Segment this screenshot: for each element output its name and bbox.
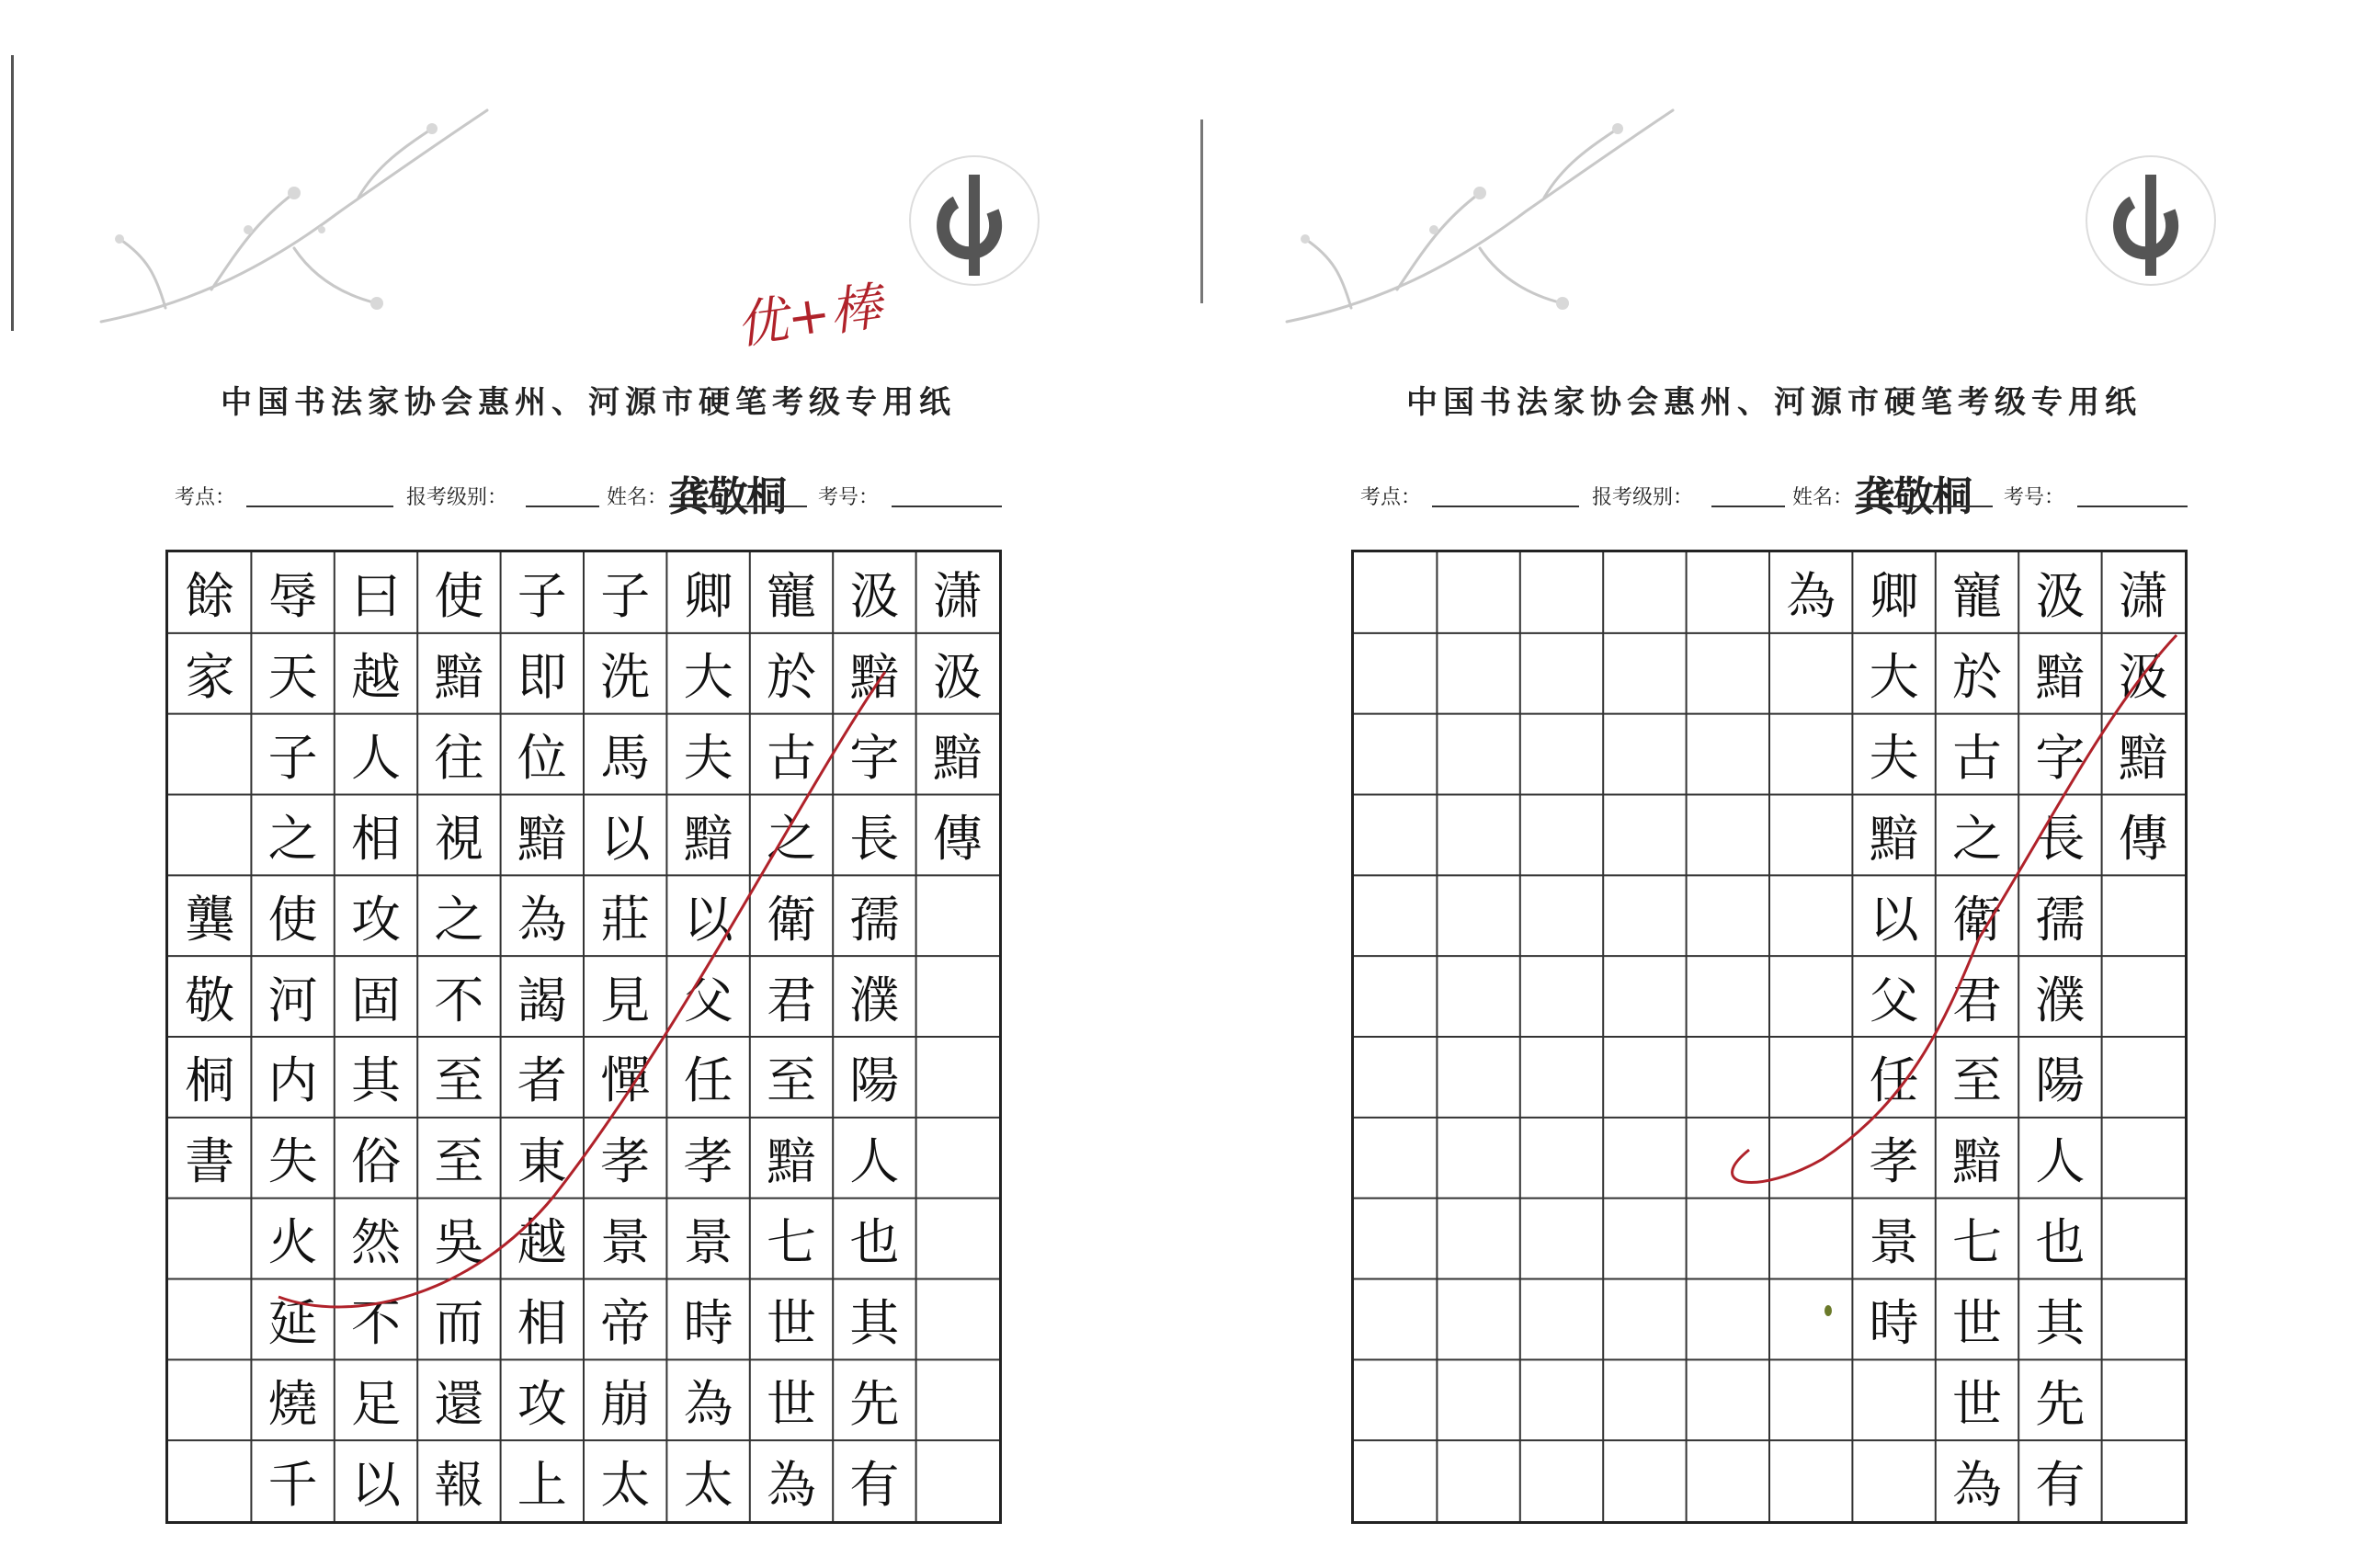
exam-site-label: 考点： — [175, 486, 236, 509]
handwritten-char: 以 — [350, 1455, 401, 1514]
handwritten-char: 内 — [267, 1051, 318, 1110]
handwritten-char: 黯 — [434, 648, 484, 707]
handwritten-char: 者 — [517, 1051, 567, 1110]
handwritten-char: 黯 — [517, 809, 567, 868]
name-label: 姓名： — [607, 486, 668, 509]
handwritten-char: 人 — [2035, 1132, 2086, 1191]
handwritten-char: 傳 — [2118, 809, 2168, 868]
exam-no-field[interactable] — [892, 506, 1002, 507]
handwritten-char: 孝 — [600, 1132, 651, 1191]
writing-grid-left — [165, 550, 1002, 1524]
handwritten-char: 長 — [849, 809, 900, 868]
handwritten-char: 衛 — [766, 890, 816, 949]
handwritten-char: 黯 — [683, 809, 733, 868]
handwritten-char: 黯 — [2118, 729, 2168, 788]
handwritten-char: 使 — [267, 890, 318, 949]
handwritten-char: 衛 — [1951, 890, 2002, 949]
handwritten-char: 夫 — [1869, 729, 1919, 788]
handwritten-char: 其 — [849, 1293, 900, 1352]
handwritten-char: 上 — [517, 1455, 567, 1514]
handwritten-char: 時 — [683, 1293, 733, 1352]
handwritten-char: 家 — [185, 648, 235, 707]
handwritten-char: 卿 — [1869, 567, 1919, 626]
handwritten-char: 也 — [2035, 1213, 2086, 1272]
handwritten-char: 辱 — [267, 567, 318, 626]
level-field[interactable] — [526, 506, 599, 507]
handwritten-char: 大 — [1869, 648, 1919, 707]
name-field[interactable] — [669, 506, 807, 507]
exam-no-label: 考号： — [2004, 486, 2065, 509]
handwritten-char: 大 — [683, 648, 733, 707]
handwritten-char: 黯 — [1951, 1132, 2002, 1191]
handwritten-char: 長 — [2035, 809, 2086, 868]
handwritten-char: 景 — [1869, 1213, 1919, 1272]
scan-edge-line — [11, 55, 14, 331]
paper-title: 中国书法家协会惠州、河源市硬笔考级专用纸 — [1406, 384, 2142, 421]
handwritten-char: 為 — [766, 1455, 816, 1514]
handwritten-char: 報 — [434, 1455, 484, 1514]
ink-speck — [1824, 1305, 1832, 1316]
handwritten-char: 世 — [1951, 1293, 2002, 1352]
handwritten-char: 孝 — [1869, 1132, 1919, 1191]
level-label: 报考级别： — [1592, 486, 1694, 509]
handwritten-char: 夫 — [683, 729, 733, 788]
handwritten-char: 黯 — [1869, 809, 1919, 868]
handwritten-char: 其 — [2035, 1293, 2086, 1352]
handwritten-char: 卿 — [683, 567, 733, 626]
handwritten-char: 至 — [434, 1132, 484, 1191]
handwritten-char: 子 — [517, 567, 567, 626]
handwritten-char: 濮 — [2035, 971, 2086, 1029]
handwritten-char: 孺 — [849, 890, 900, 949]
handwritten-char: 時 — [1869, 1293, 1919, 1352]
handwritten-char: 桐 — [185, 1051, 235, 1110]
handwritten-char: 子 — [267, 729, 318, 788]
handwritten-char: 也 — [849, 1213, 900, 1272]
handwritten-char: 固 — [350, 971, 401, 1029]
writing-grid-right — [1351, 550, 2188, 1524]
handwritten-char: 天 — [267, 648, 318, 707]
handwritten-char: 父 — [1869, 971, 1919, 1029]
handwritten-char: 世 — [766, 1293, 816, 1352]
candidate-info-row — [165, 469, 1011, 520]
handwritten-char: 延 — [267, 1293, 318, 1352]
handwritten-char: 不 — [434, 971, 484, 1029]
handwritten-char: 陽 — [849, 1051, 900, 1110]
handwritten-char: 子 — [600, 567, 651, 626]
handwritten-char: 相 — [350, 809, 401, 868]
handwritten-char: 攻 — [350, 890, 401, 949]
handwritten-char: 使 — [434, 567, 484, 626]
candidate-name: 龚敬桐 — [669, 473, 785, 520]
handwritten-char: 潇 — [2118, 567, 2168, 626]
candidate-name: 龚敬桐 — [1855, 473, 1971, 520]
handwritten-char: 視 — [434, 809, 484, 868]
handwritten-char: 俗 — [350, 1132, 401, 1191]
handwritten-char: 汲 — [849, 567, 900, 626]
handwritten-char: 相 — [517, 1293, 567, 1352]
teacher-score-mark: 优+棒 — [732, 277, 886, 357]
handwritten-char: 任 — [683, 1051, 733, 1110]
handwritten-char: 馬 — [600, 729, 651, 788]
handwritten-char: 濮 — [849, 971, 900, 1029]
handwritten-char: 還 — [434, 1374, 484, 1433]
plum-branch-watermark — [1268, 92, 1700, 368]
handwritten-char: 以 — [600, 809, 651, 868]
handwritten-char: 人 — [849, 1132, 900, 1191]
scan-edge-line — [1200, 119, 1203, 303]
handwritten-char: 千 — [267, 1455, 318, 1514]
handwritten-char: 之 — [434, 890, 484, 949]
handwritten-char: 龔 — [185, 890, 235, 949]
handwritten-char: 足 — [350, 1374, 401, 1433]
right-exam-sheet — [1186, 0, 2353, 1568]
handwritten-char: 失 — [267, 1132, 318, 1191]
handwritten-char: 黯 — [2035, 648, 2086, 707]
exam-no-label: 考号： — [818, 486, 880, 509]
exam-no-field[interactable] — [2077, 506, 2188, 507]
exam-site-field[interactable] — [246, 506, 393, 507]
handwritten-char: 位 — [517, 729, 567, 788]
handwritten-char: 於 — [1951, 648, 2002, 707]
handwritten-char: 越 — [350, 648, 401, 707]
handwritten-char: 孝 — [683, 1132, 733, 1191]
handwritten-char: 之 — [267, 809, 318, 868]
handwritten-char: 字 — [849, 729, 900, 788]
handwritten-char: 莊 — [600, 890, 651, 949]
handwritten-char: 帝 — [600, 1293, 651, 1352]
handwritten-char: 吳 — [434, 1213, 484, 1272]
candidate-info-row — [1351, 469, 2197, 520]
handwritten-char: 景 — [683, 1213, 733, 1272]
handwritten-char: 人 — [350, 729, 401, 788]
handwritten-char: 攻 — [517, 1374, 567, 1433]
calligraphers-association-logo — [901, 147, 1048, 294]
exam-site-field[interactable] — [1432, 506, 1579, 507]
handwritten-char: 往 — [434, 729, 484, 788]
handwritten-char: 有 — [849, 1455, 900, 1514]
handwritten-char: 為 — [1786, 567, 1836, 626]
handwritten-char: 有 — [2035, 1455, 2086, 1514]
handwritten-char: 陽 — [2035, 1051, 2086, 1110]
handwritten-char: 君 — [1951, 971, 2002, 1029]
handwritten-char: 不 — [350, 1293, 401, 1352]
plum-branch-watermark — [83, 92, 515, 368]
handwritten-char: 寵 — [1951, 567, 2002, 626]
handwritten-char: 見 — [600, 971, 651, 1029]
handwritten-char: 而 — [434, 1293, 484, 1352]
handwritten-char: 七 — [766, 1213, 816, 1272]
handwritten-char: 太 — [683, 1455, 733, 1514]
handwritten-char: 太 — [600, 1455, 651, 1514]
handwritten-char: 潇 — [932, 567, 983, 626]
exam-site-label: 考点： — [1360, 486, 1422, 509]
handwritten-char: 至 — [434, 1051, 484, 1110]
handwritten-char: 黯 — [849, 648, 900, 707]
handwritten-char: 黯 — [766, 1132, 816, 1191]
handwritten-char: 先 — [2035, 1374, 2086, 1433]
handwritten-char: 為 — [1951, 1455, 2002, 1514]
handwritten-char: 曰 — [350, 567, 401, 626]
handwritten-char: 為 — [517, 890, 567, 949]
handwritten-char: 汲 — [2035, 567, 2086, 626]
handwritten-char: 其 — [350, 1051, 401, 1110]
handwritten-char: 寵 — [766, 567, 816, 626]
handwritten-char: 景 — [600, 1213, 651, 1272]
handwritten-char: 七 — [1951, 1213, 2002, 1272]
name-label: 姓名： — [1792, 486, 1854, 509]
handwritten-char: 燒 — [267, 1374, 318, 1433]
handwritten-char: 敬 — [185, 971, 235, 1029]
handwritten-char: 為 — [683, 1374, 733, 1433]
handwritten-char: 至 — [766, 1051, 816, 1110]
handwritten-char: 傳 — [932, 809, 983, 868]
handwritten-char: 君 — [766, 971, 816, 1029]
paper-title: 中国书法家协会惠州、河源市硬笔考级专用纸 — [221, 384, 956, 421]
handwritten-char: 書 — [185, 1132, 235, 1191]
handwritten-char: 河 — [267, 971, 318, 1029]
handwritten-char: 孺 — [2035, 890, 2086, 949]
handwritten-char: 謁 — [517, 971, 567, 1029]
handwritten-char: 之 — [1951, 809, 2002, 868]
handwritten-char: 即 — [517, 648, 567, 707]
handwritten-char: 憚 — [600, 1051, 651, 1110]
handwritten-char: 古 — [1951, 729, 2002, 788]
handwritten-char: 餘 — [185, 567, 235, 626]
name-field[interactable] — [1855, 506, 1993, 507]
calligraphers-association-logo — [2077, 147, 2224, 294]
handwritten-char: 之 — [766, 809, 816, 868]
handwritten-char: 至 — [1951, 1051, 2002, 1110]
handwritten-char: 父 — [683, 971, 733, 1029]
handwritten-char: 東 — [517, 1132, 567, 1191]
handwritten-char: 古 — [766, 729, 816, 788]
handwritten-char: 世 — [1951, 1374, 2002, 1433]
handwritten-char: 越 — [517, 1213, 567, 1272]
handwritten-char: 以 — [1869, 890, 1919, 949]
level-field[interactable] — [1711, 506, 1785, 507]
left-exam-sheet — [0, 0, 1176, 1568]
handwritten-char: 黯 — [932, 729, 983, 788]
handwritten-char: 汲 — [2118, 648, 2168, 707]
handwritten-char: 於 — [766, 648, 816, 707]
handwritten-char: 先 — [849, 1374, 900, 1433]
handwritten-char: 崩 — [600, 1374, 651, 1433]
handwritten-char: 汲 — [932, 648, 983, 707]
handwritten-char: 以 — [683, 890, 733, 949]
handwritten-char: 然 — [350, 1213, 401, 1272]
handwritten-char: 任 — [1869, 1051, 1919, 1110]
handwritten-char: 洗 — [600, 648, 651, 707]
handwritten-char: 字 — [2035, 729, 2086, 788]
level-label: 报考级别： — [406, 486, 508, 509]
handwritten-char: 世 — [766, 1374, 816, 1433]
handwritten-char: 火 — [267, 1213, 318, 1272]
